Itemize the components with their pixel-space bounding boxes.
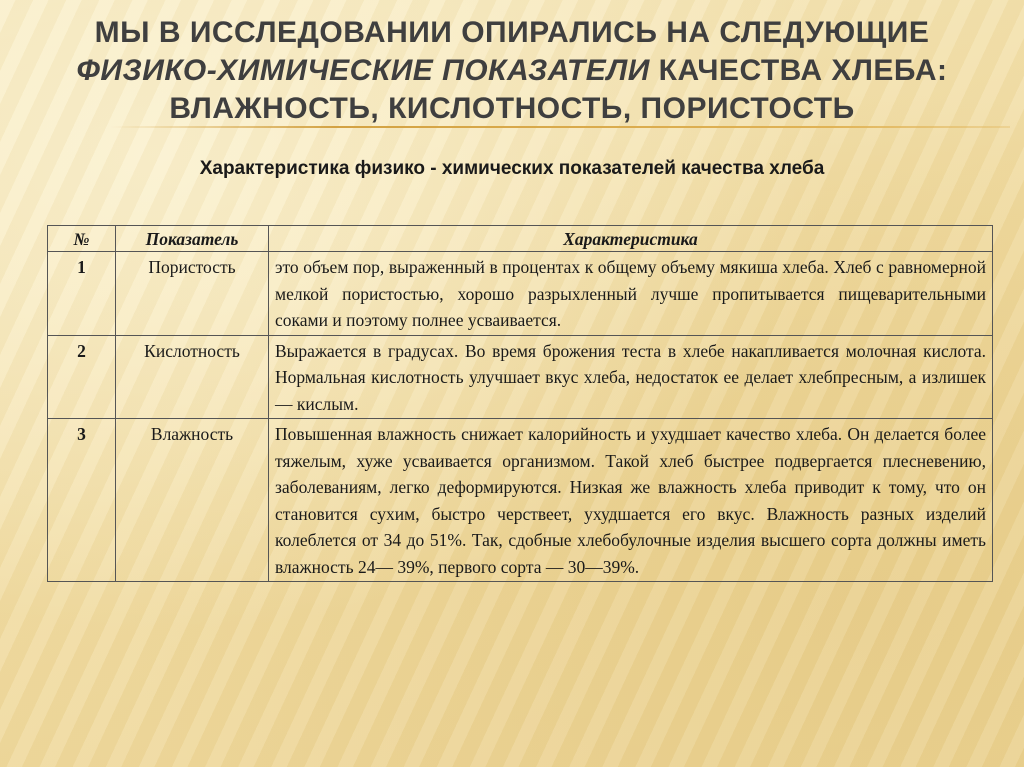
row-description: Повышенная влажность снижает калорийность и ухудшает качество хлеба. Он делается более тяжелым, хуже усваивается организмом. Такой хлеб быстрее подвергается плесневению, заболеваниям, легко деформируются. Низкая же влажность хлеба приводит к тому, что он становится сухим, быстро черствеет, ухудшается его вкус. Влажность разных изделий колеблется от 34 до 51%. Так, сдобные хлебобулочные изделия высшего сорта должны иметь влажность 24— 39%, первого сорта — 30—39%.	[269, 419, 993, 582]
table-caption: Характеристика физико - химических показателей качества хлеба	[199, 158, 825, 179]
title-text-end: КАЧЕСТВА ХЛЕБА: ВЛАЖНОСТЬ, КИСЛОТНОСТЬ, ПОРИСТОСТЬ	[169, 54, 948, 125]
row-indicator-name: Влажность	[116, 419, 269, 582]
row-indicator-name: Кислотность	[116, 335, 269, 419]
title-divider	[110, 126, 1010, 128]
header-characteristic: Характеристика	[269, 226, 993, 252]
title-text-italic: ФИЗИКО-ХИМИЧЕСКИЕ ПОКАЗАТЕЛИ	[76, 54, 650, 87]
row-number: 3	[48, 419, 116, 582]
row-number: 2	[48, 335, 116, 419]
table-row	[48, 335, 993, 419]
header-number: №	[48, 226, 116, 252]
row-description: это объем пор, выраженный в процентах к общему объему мякиша хлеба. Хлеб с равномерной мелкой пористостью, хорошо разрыхленный лучше пропитывается пищеварительными соками и поэтому полнее усваивается.	[269, 252, 993, 336]
row-description: Выражается в градусах. Во время брожения теста в хлебе накапливается молочная кислота. Нормальная кислотность улучшает вкус хлеба, недостаток ее делает хлебпресным, а излишек — кислым.	[269, 335, 993, 419]
slide-title	[40, 14, 984, 128]
row-number: 1	[48, 252, 116, 336]
row-indicator-name: Пористость	[116, 252, 269, 336]
table-header-row	[48, 226, 993, 252]
title-text-start: МЫ В ИССЛЕДОВАНИИ ОПИРАЛИСЬ НА СЛЕДУЮЩИЕ	[94, 16, 930, 49]
header-indicator: Показатель	[116, 226, 269, 252]
quality-indicators-table	[47, 225, 993, 582]
table-row	[48, 419, 993, 582]
table-row	[48, 252, 993, 336]
